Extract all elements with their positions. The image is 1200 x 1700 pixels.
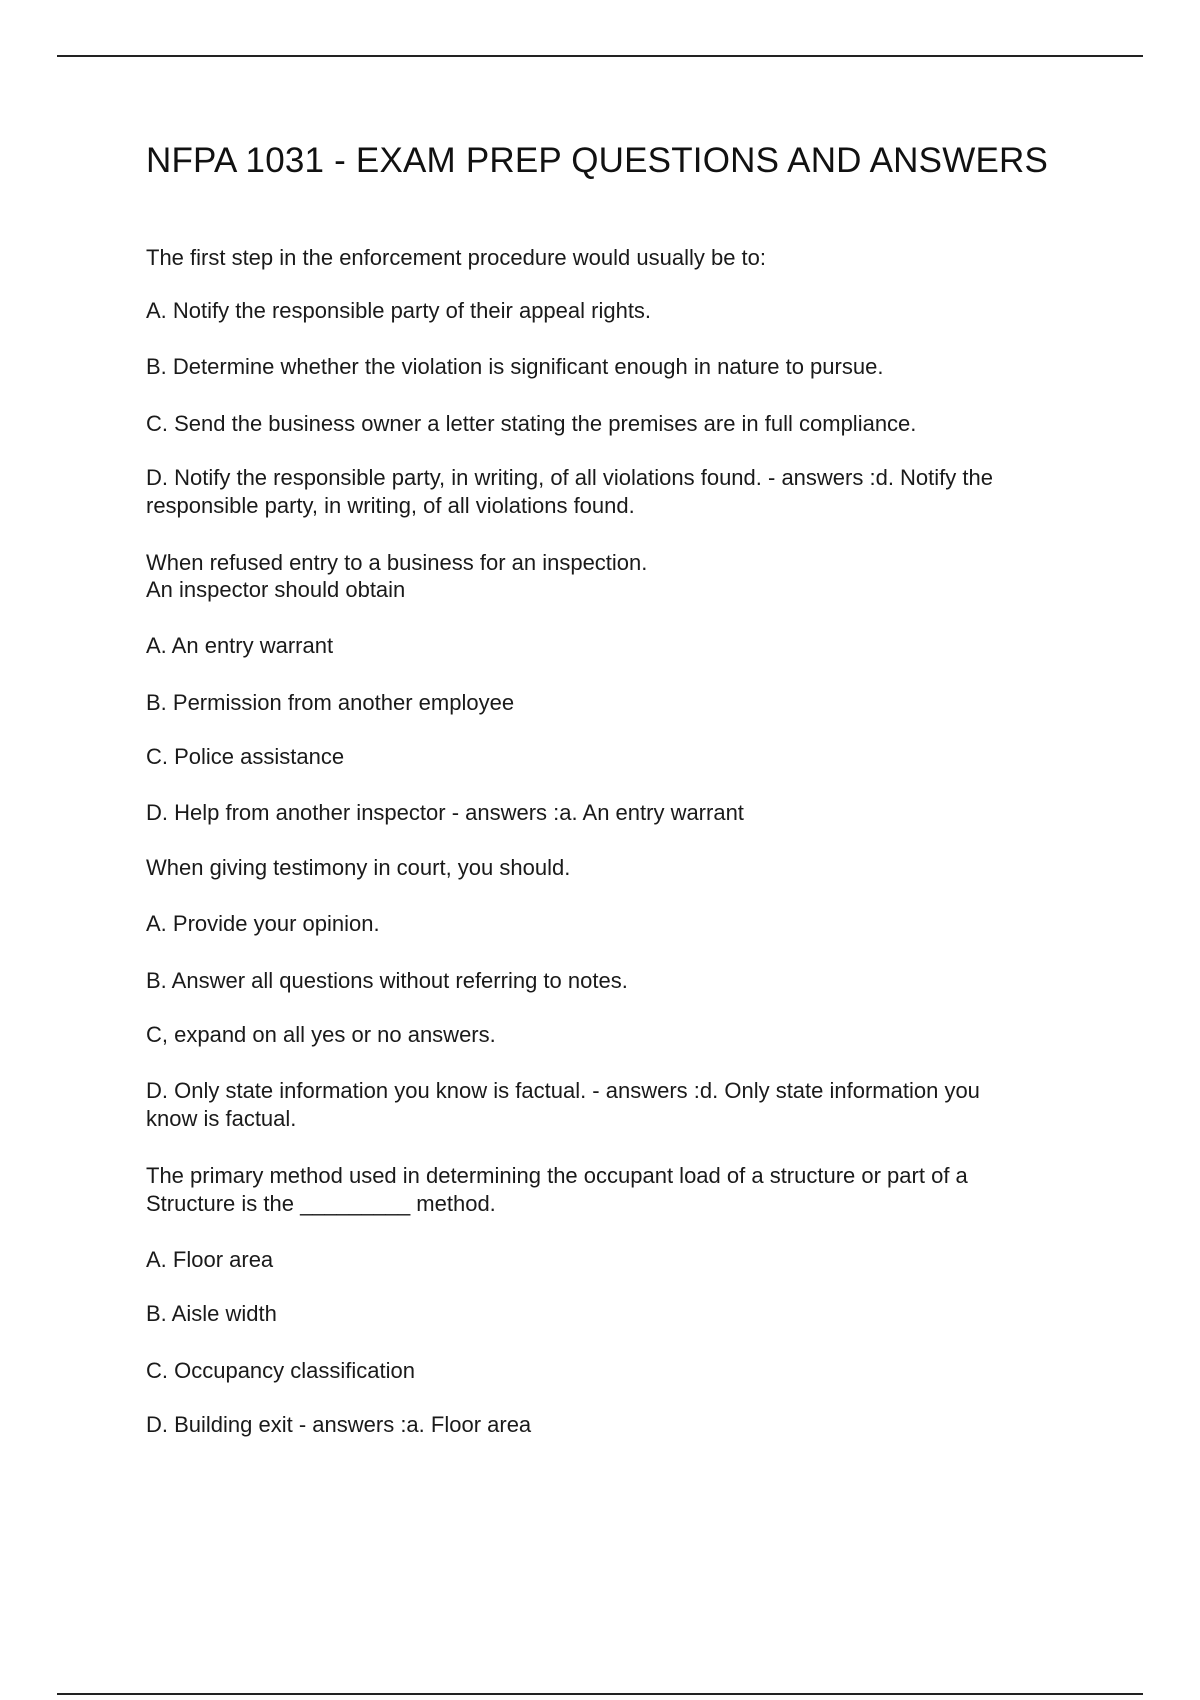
question-3-option-b: B. Answer all questions without referring to notes. [146,968,628,993]
question-1-option-d-answer: D. Notify the responsible party, in writing, of all violations found. - answers :d. Notify the [146,465,993,490]
question-4-text: The primary method used in determining the occupant load of a structure or part of a [146,1163,968,1188]
question-3-option-d-answer: D. Only state information you know is factual. - answers :d. Only state information you [146,1078,980,1103]
question-1-option-a: A. Notify the responsible party of their appeal rights. [146,298,652,323]
question-2-text-continued: An inspector should obtain [146,577,406,602]
question-4-option-b: B. Aisle width [146,1301,277,1326]
question-1-answer-continued: responsible party, in writing, of all violations found. [146,493,635,518]
top-rule [57,55,1143,57]
question-3-answer-continued: know is factual. [146,1106,297,1131]
question-1-text: The first step in the enforcement procedure would usually be to: [146,245,767,270]
question-3-text: When giving testimony in court, you should. [146,855,571,880]
question-1-option-b: B. Determine whether the violation is significant enough in nature to pursue. [146,354,884,379]
page-title: NFPA 1031 - EXAM PREP QUESTIONS AND ANSWERS [146,141,1049,180]
question-3-option-a: A. Provide your opinion. [146,911,380,936]
question-4-option-d-answer: D. Building exit - answers :a. Floor area [146,1412,532,1437]
question-2-option-d-answer: D. Help from another inspector - answers :a. An entry warrant [146,800,744,825]
question-4-option-a: A. Floor area [146,1247,274,1272]
question-4-option-c: C. Occupancy classification [146,1358,415,1383]
question-1-option-c: C. Send the business owner a letter stating the premises are in full compliance. [146,411,917,436]
question-2-option-a: A. An entry warrant [146,633,334,658]
question-2-option-b: B. Permission from another employee [146,690,515,715]
question-4-text-continued: Structure is the _________ method. [146,1191,496,1216]
question-2-text: When refused entry to a business for an inspection. [146,550,648,575]
question-2-option-c: C. Police assistance [146,744,345,769]
bottom-rule [57,1693,1143,1695]
question-3-option-c: C, expand on all yes or no answers. [146,1022,496,1047]
